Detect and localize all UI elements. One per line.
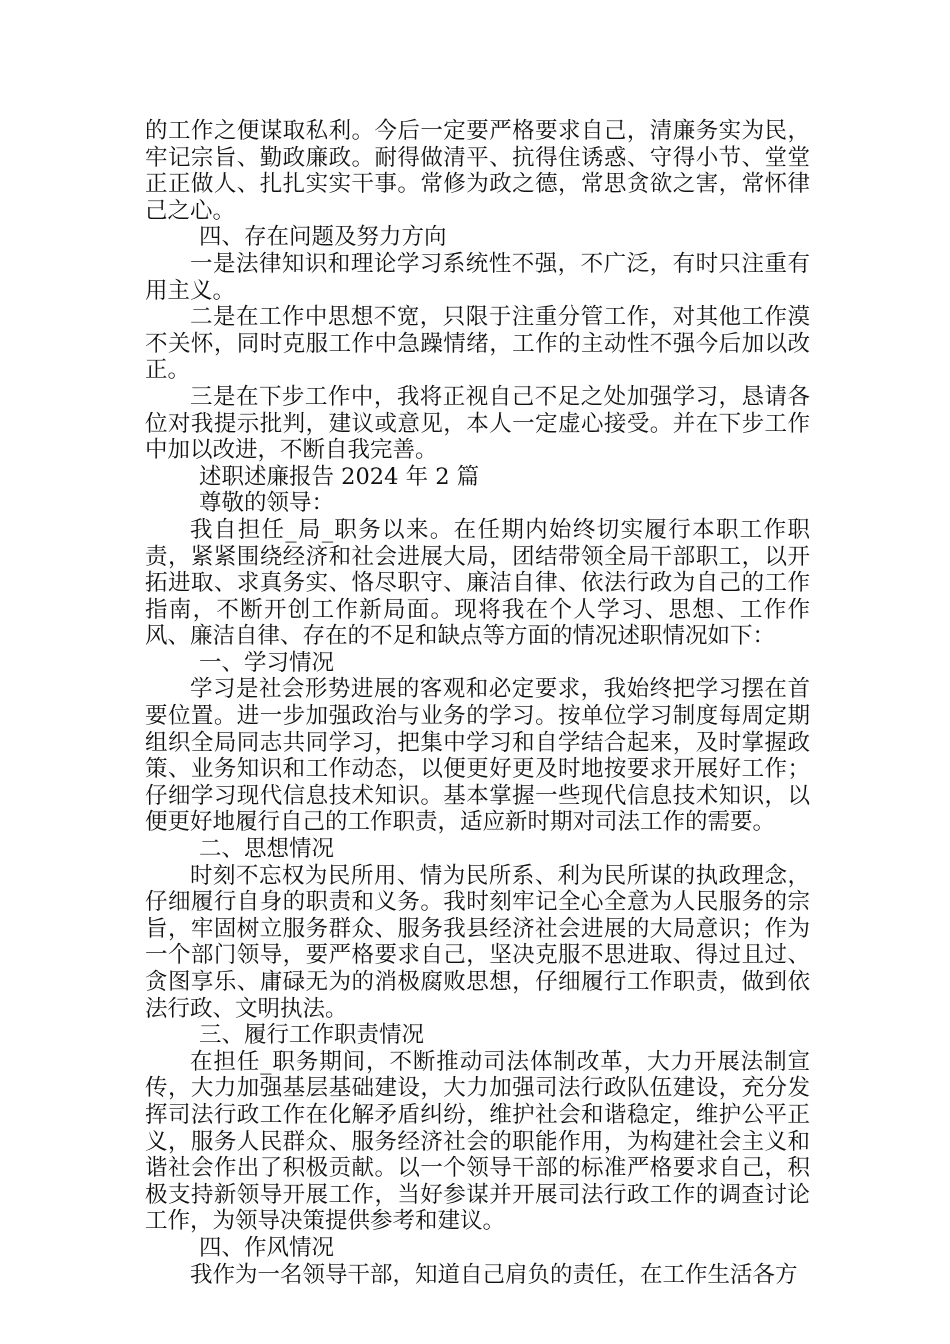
section-heading-study: 一、学习情况 (199, 649, 335, 676)
report-title: 述职述廉报告 2024 年 2 篇 (199, 463, 480, 490)
paragraph-duties: 在担任_职务期间，不断推动司法体制改革，大力开展法制宣传，大力加强基层基础建设，大力加强司法行政队伍建设，充分发挥司法行政工作在化解矛盾纠纷，维护社会和谐稳定，维护公平正义，服务人民群众、服务经济社会的职能作用，为构建社会主义和谐社会作出了积极贡献。以一个领导干部的标准严格要求自己，积极支持新领导开展工作，当好参谋并开展司法行政工作的调查讨论工作，为领导决策提供参考和建议。 (145, 1048, 810, 1235)
paragraph-study: 学习是社会形势进展的客观和必定要求，我始终把学习摆在首要位置。进一步加强政治与业务的学习。按单位学习制度每周定期组织全局同志共同学习，把集中学习和自学结合起来，及时掌握政策、业务知识和工作动态，以便更好更及时地按要求开展好工作；仔细学习现代信息技术知识。基本掌握一些现代信息技术知识，以便更好地履行自己的工作职责，适应新时期对司法工作的需要。 (145, 676, 810, 836)
paragraph-thought: 时刻不忘权为民所用、情为民所系、利为民所谋的执政理念，仔细履行自身的职责和义务。我时刻牢记全心全意为人民服务的宗旨，牢固树立服务群众、服务我县经济社会进展的大局意识；作为一个部门领导，要严格要求自己，坚决克服不思进取、得过且过、贪图享乐、庸碌无为的消极腐败思想，仔细履行工作职责，做到依法行政、文明执法。 (145, 862, 810, 1022)
section-heading-style: 四、作风情况 (199, 1234, 335, 1261)
document-page (145, 118, 810, 1288)
paragraph-body-continued: 的工作之便谋取私利。今后一定要严格要求自己，清廉务实为民，牢记宗旨、勤政廉政。耐得做清平、抗得住诱惑、守得小节、堂堂正正做人、扎扎实实干事。常修为政之德，常思贪欲之害，常怀律己之心。 (145, 118, 810, 224)
paragraph-problem-one: 一是法律知识和理论学习系统性不强，不广泛，有时只注重有用主义。 (145, 250, 810, 304)
paragraph-style: 我作为一名领导干部，知道自己肩负的责任，在工作生活各方 (190, 1261, 798, 1288)
paragraph-problem-three: 三是在下步工作中，我将正视自己不足之处加强学习，恳请各位对我提示批判，建议或意见，本人一定虚心接受。并在下步工作中加以改进，不断自我完善。 (145, 383, 810, 464)
section-heading-thought: 二、思想情况 (199, 836, 335, 863)
section-heading-problems: 四、存在问题及努力方向 (199, 224, 447, 251)
paragraph-problem-two: 二是在工作中思想不宽，只限于注重分管工作，对其他工作漠不关怀，同时克服工作中急躁情绪，工作的主动性不强今后加以改正。 (145, 304, 810, 384)
section-heading-duties: 三、履行工作职责情况 (199, 1022, 425, 1049)
paragraph-introduction: 我自担任_局_职务以来。在任期内始终切实履行本职工作职责，紧紧围绕经济和社会进展大局，团结带领全局干部职工，以开拓进取、求真务实、恪尽职守、廉洁自律、依法行政为自己的工作指南，不断开创工作新局面。现将我在个人学习、思想、工作作风、廉洁自律、存在的不足和缺点等方面的情况述职情况如下： (145, 516, 810, 650)
salutation: 尊敬的领导： (199, 490, 335, 517)
